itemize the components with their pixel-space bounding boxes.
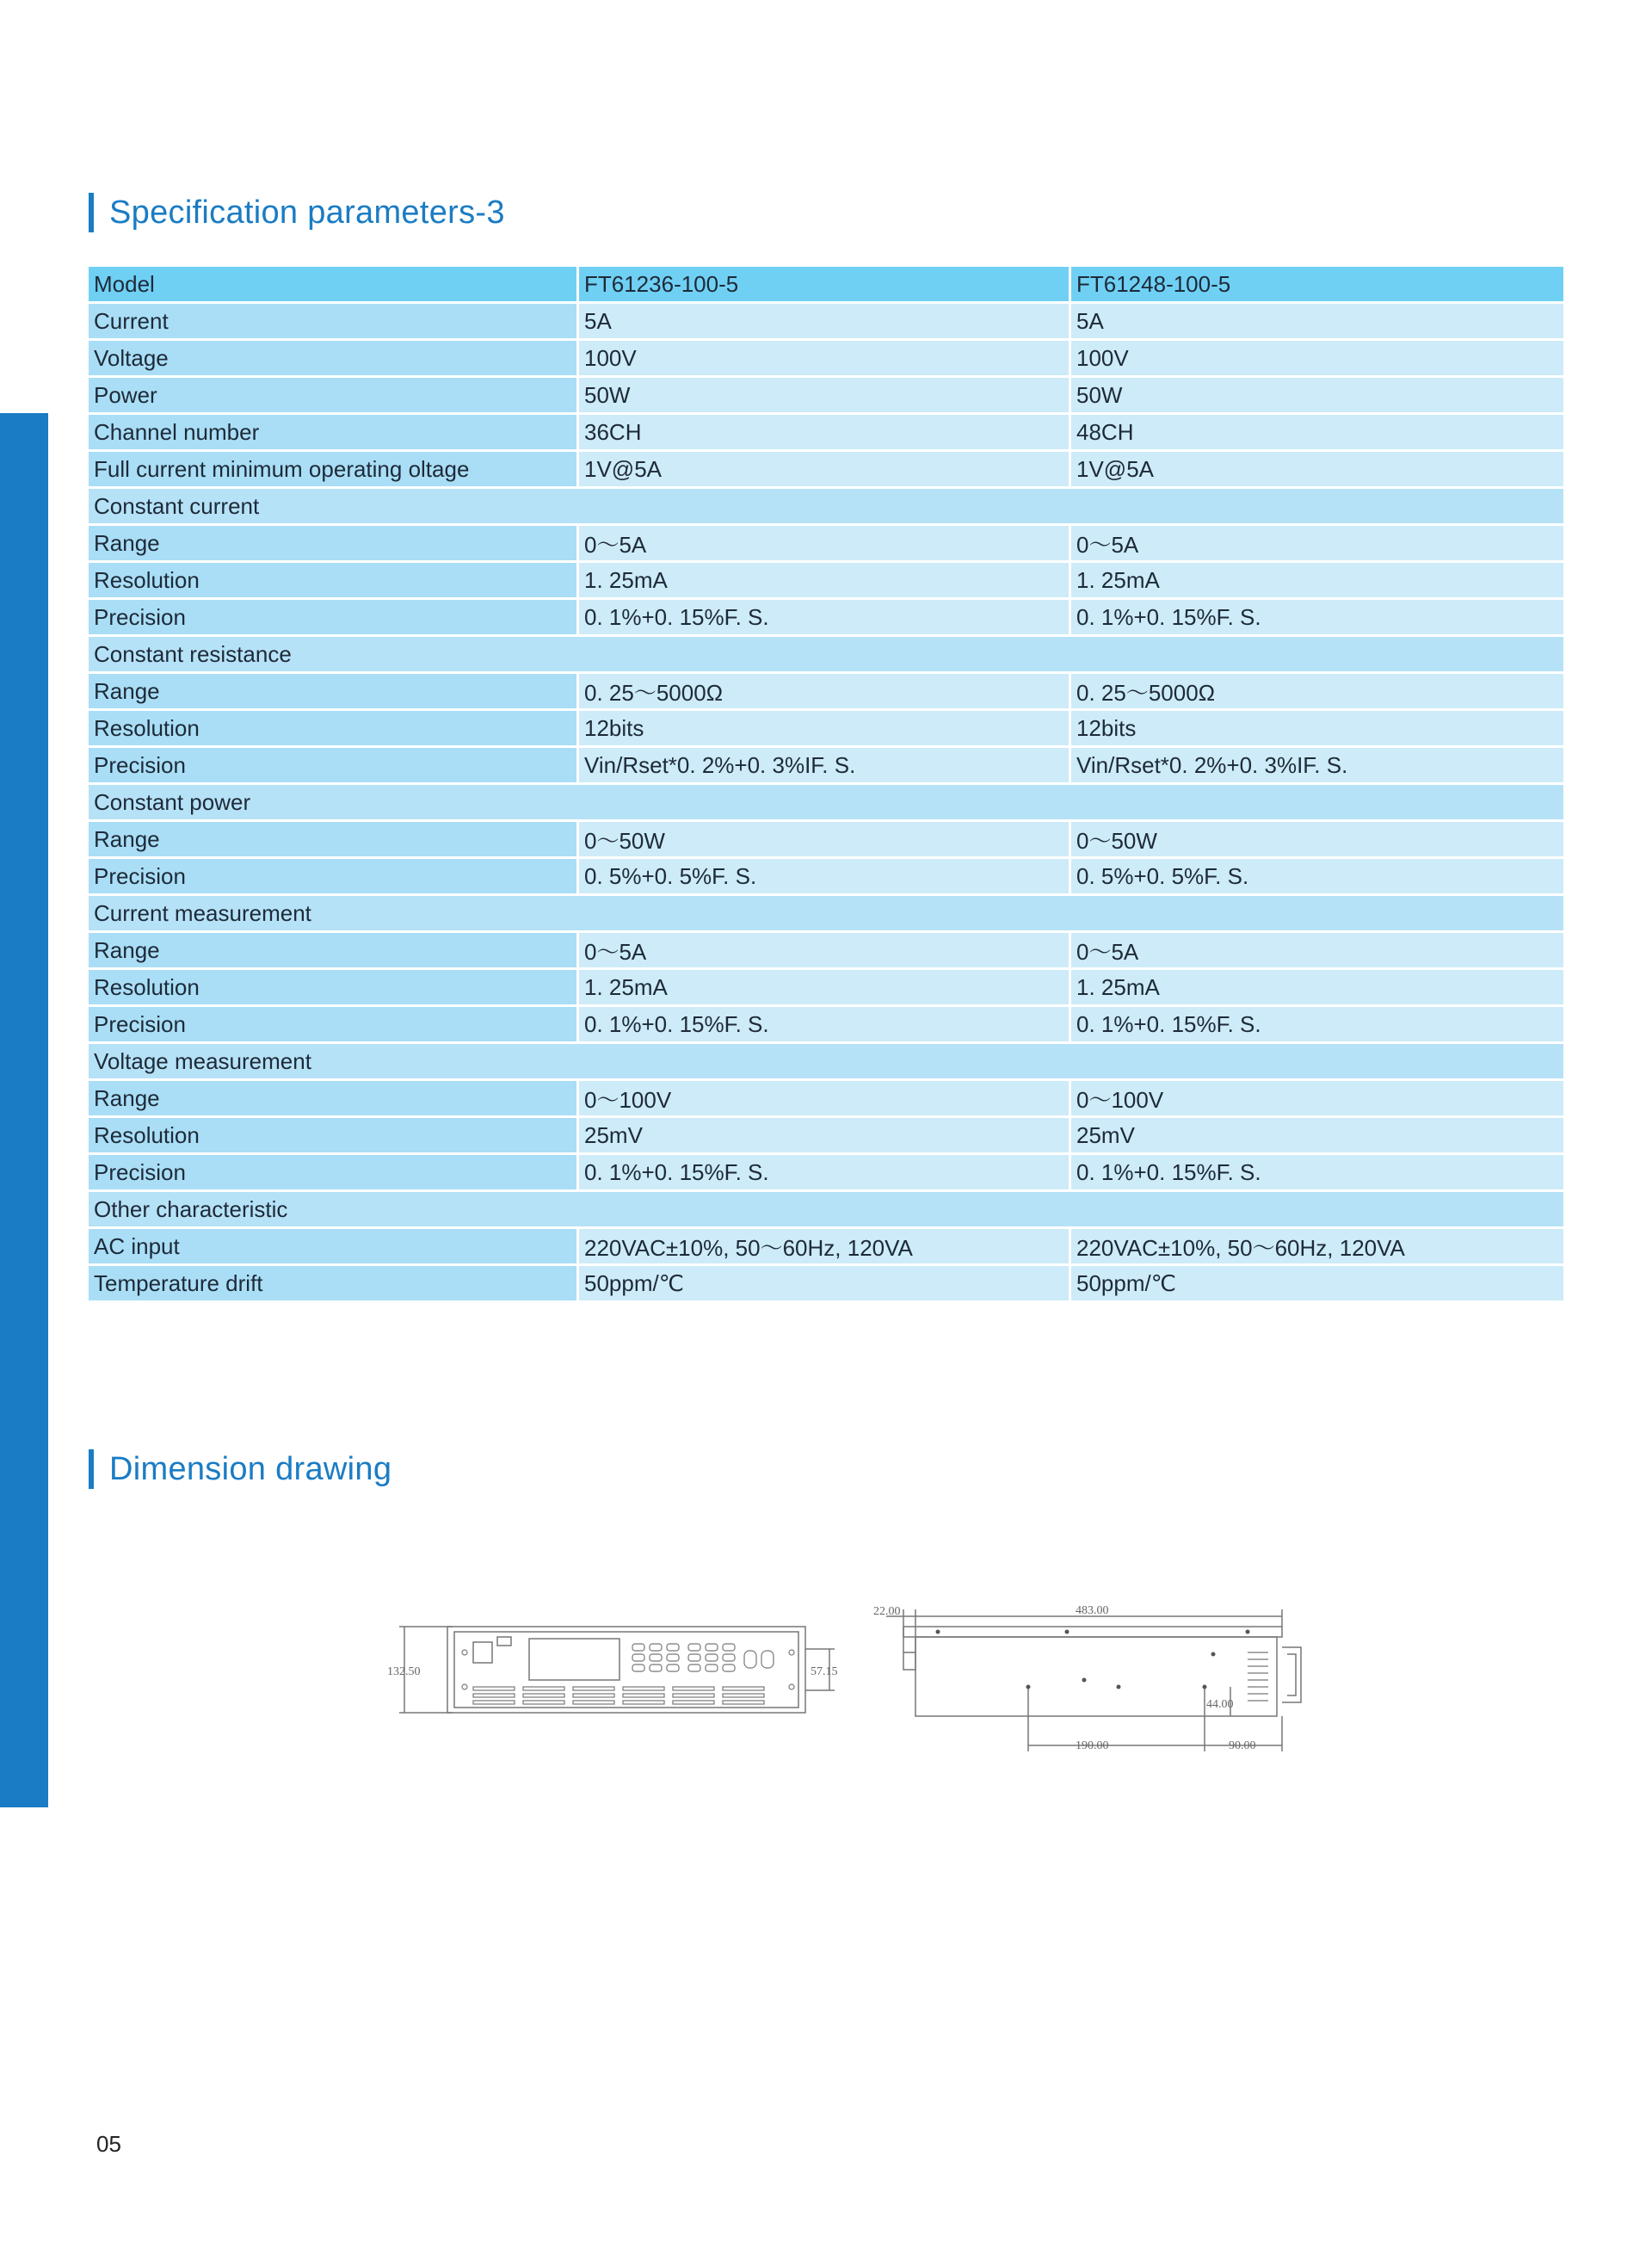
section-label: Constant current	[89, 489, 1563, 523]
param-label: Resolution	[89, 1118, 579, 1152]
param-label: Power	[89, 378, 579, 412]
value-model-1: 0. 5%+0. 5%F. S.	[579, 859, 1071, 893]
value-model-2: 1. 25mA	[1071, 970, 1563, 1004]
table-section-row	[89, 1192, 1563, 1226]
value-model-1: 50ppm/℃	[579, 1266, 1071, 1300]
param-label: Precision	[89, 600, 579, 634]
param-label: Range	[89, 1081, 579, 1115]
value-model-1: 220VAC±10%, 50～60Hz, 120VA	[579, 1229, 1071, 1263]
param-label: Resolution	[89, 711, 579, 745]
value-model-2: 50W	[1071, 378, 1563, 412]
value-model-2: 0. 25～5000Ω	[1071, 674, 1563, 708]
param-label: Precision	[89, 1155, 579, 1189]
table-section-row	[89, 896, 1563, 930]
table-row	[89, 674, 1563, 708]
value-model-2: 0. 1%+0. 15%F. S.	[1071, 1007, 1563, 1041]
side-view-holes	[936, 1630, 1250, 1689]
dimension-drawing	[387, 1601, 1334, 1773]
table-row	[89, 1229, 1563, 1263]
value-model-2: Vin/Rset*0. 2%+0. 3%IF. S.	[1071, 748, 1563, 782]
header-model-1: FT61236-100-5	[579, 267, 1071, 301]
value-model-2: 0～50W	[1071, 822, 1563, 856]
value-model-1: 0. 1%+0. 15%F. S.	[579, 600, 1071, 634]
value-model-2: 1. 25mA	[1071, 563, 1563, 597]
value-model-2: 0. 5%+0. 5%F. S.	[1071, 859, 1563, 893]
param-label: Current	[89, 304, 579, 338]
front-inner-label: 57.15	[811, 1665, 838, 1678]
table-row	[89, 970, 1563, 1004]
param-label: Precision	[89, 1007, 579, 1041]
table-row	[89, 1081, 1563, 1115]
value-model-2: 0～5A	[1071, 933, 1563, 967]
value-model-2: 0. 1%+0. 15%F. S.	[1071, 600, 1563, 634]
value-model-1: 0. 25～5000Ω	[579, 674, 1071, 708]
table-section-row	[89, 489, 1563, 523]
value-model-1: 1V@5A	[579, 452, 1071, 486]
table-header-row	[89, 267, 1563, 301]
table-row	[89, 1007, 1563, 1041]
section-label: Voltage measurement	[89, 1044, 1563, 1078]
value-model-1: 0. 1%+0. 15%F. S.	[579, 1155, 1071, 1189]
value-model-1: 0～100V	[579, 1081, 1071, 1115]
spec-section-heading	[89, 193, 505, 232]
value-model-1: 1. 25mA	[579, 563, 1071, 597]
section-label: Other characteristic	[89, 1192, 1563, 1226]
value-model-1: 5A	[579, 304, 1071, 338]
front-view	[399, 1627, 835, 1713]
page-number: 05	[96, 2131, 121, 2157]
table-row	[89, 600, 1563, 634]
table-row	[89, 304, 1563, 338]
value-model-1: 0～5A	[579, 526, 1071, 560]
value-model-1: 0. 1%+0. 15%F. S.	[579, 1007, 1071, 1041]
value-model-2: 50ppm/℃	[1071, 1266, 1563, 1300]
table-row	[89, 526, 1563, 560]
spec-title: Specification parameters-3	[109, 194, 505, 231]
value-model-1: 0～50W	[579, 822, 1071, 856]
value-model-1: 12bits	[579, 711, 1071, 745]
table-row	[89, 1118, 1563, 1152]
spec-table	[89, 264, 1563, 1303]
param-label: Precision	[89, 748, 579, 782]
table-row	[89, 1266, 1563, 1300]
header-label: Model	[89, 267, 579, 301]
value-model-2: 0～100V	[1071, 1081, 1563, 1115]
heading-marker	[89, 193, 94, 232]
param-label: AC input	[89, 1229, 579, 1263]
section-label: Current measurement	[89, 896, 1563, 930]
param-label: Range	[89, 822, 579, 856]
param-label: Voltage	[89, 341, 579, 375]
side-bottom-left-label: 190.00	[1076, 1739, 1109, 1752]
param-label: Range	[89, 526, 579, 560]
side-bottom-right-label: 90.00	[1229, 1739, 1256, 1752]
table-row	[89, 822, 1563, 856]
dimension-drawing-svg	[387, 1601, 1334, 1773]
table-row	[89, 563, 1563, 597]
param-label: Full current minimum operating oltage	[89, 452, 579, 486]
table-row	[89, 859, 1563, 893]
param-label: Temperature drift	[89, 1266, 579, 1300]
side-view	[886, 1609, 1301, 1751]
value-model-1: 0～5A	[579, 933, 1071, 967]
value-model-1: 36CH	[579, 415, 1071, 449]
param-label: Range	[89, 674, 579, 708]
value-model-2: 12bits	[1071, 711, 1563, 745]
table-row	[89, 378, 1563, 412]
table-row	[89, 748, 1563, 782]
value-model-1: 25mV	[579, 1118, 1071, 1152]
value-model-1: 1. 25mA	[579, 970, 1071, 1004]
table-section-row	[89, 785, 1563, 819]
table-row	[89, 415, 1563, 449]
value-model-2: 0. 1%+0. 15%F. S.	[1071, 1155, 1563, 1189]
section-label: Constant power	[89, 785, 1563, 819]
side-length-label: 483.00	[1076, 1604, 1109, 1617]
value-model-2: 0～5A	[1071, 526, 1563, 560]
value-model-2: 220VAC±10%, 50～60Hz, 120VA	[1071, 1229, 1563, 1263]
param-label: Resolution	[89, 970, 579, 1004]
side-top-left-label: 22.00	[873, 1605, 901, 1618]
table-row	[89, 711, 1563, 745]
value-model-1: 100V	[579, 341, 1071, 375]
table-row	[89, 933, 1563, 967]
value-model-2: 5A	[1071, 304, 1563, 338]
side-accent-bar	[0, 413, 48, 1807]
value-model-2: 1V@5A	[1071, 452, 1563, 486]
header-model-2: FT61248-100-5	[1071, 267, 1563, 301]
value-model-1: Vin/Rset*0. 2%+0. 3%IF. S.	[579, 748, 1071, 782]
value-model-2: 100V	[1071, 341, 1563, 375]
table-row	[89, 1155, 1563, 1189]
param-label: Precision	[89, 859, 579, 893]
section-label: Constant resistance	[89, 637, 1563, 671]
param-label: Range	[89, 933, 579, 967]
value-model-1: 50W	[579, 378, 1071, 412]
front-height-label: 132.50	[387, 1665, 421, 1678]
value-model-2: 48CH	[1071, 415, 1563, 449]
dimension-section-heading	[89, 1449, 391, 1489]
side-height-label: 44.00	[1206, 1698, 1234, 1711]
table-section-row	[89, 1044, 1563, 1078]
param-label: Channel number	[89, 415, 579, 449]
table-section-row	[89, 637, 1563, 671]
value-model-2: 25mV	[1071, 1118, 1563, 1152]
param-label: Resolution	[89, 563, 579, 597]
table-row	[89, 452, 1563, 486]
table-row	[89, 341, 1563, 375]
heading-marker	[89, 1449, 94, 1489]
dimension-title: Dimension drawing	[109, 1450, 392, 1487]
